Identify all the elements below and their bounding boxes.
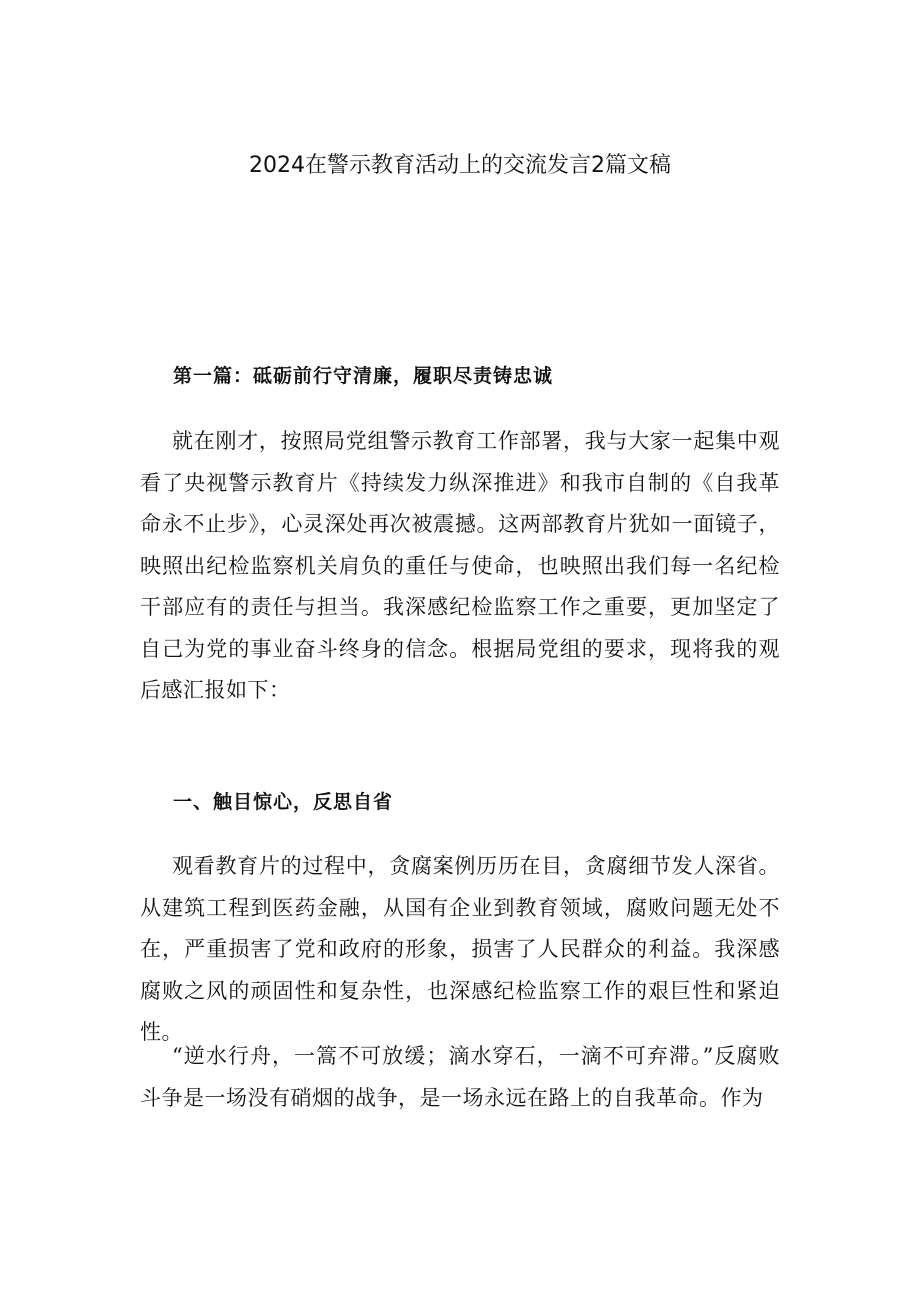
body-paragraph: 观看教育片的过程中，贪腐案例历历在目，贪腐细节发人深省。从建筑工程到医药金融，从国有企业到教育领域，腐败问题无处不在，严重损害了党和政府的形象，损害了人民群众的利益。我深感腐败之风的顽固性和复杂性，也深感纪检监察工作的艰巨性和紧迫性。 [140, 854, 780, 1044]
document-title: 2024在警示教育活动上的交流发言2篇文稿 [249, 153, 671, 178]
body-paragraph: 就在刚才，按照局党组警示教育工作部署，我与大家一起集中观看了央视警示教育片《持续发力纵深推进》和我市自制的《自我革命永不止步》，心灵深处再次被震撼。这两部教育片犹如一面镜子，映照出纪检监察机关肩负的重任与使命，也映照出我们每一名纪检干部应有的责任与担当。我深感纪检监察工作之重要，更加坚定了自己为党的事业奋斗终身的信念。根据局党组的要求，现将我的观后感汇报如下： [140, 429, 780, 702]
chapter-heading: 第一篇：砥砺前行守清廉，履职尽责铸忠诚 [173, 365, 554, 387]
section-heading: 一、触目惊心，反思自省 [173, 791, 394, 813]
body-paragraph: “逆水行舟，一篙不可放缓；滴水穿石，一滴不可弃滞。”反腐败斗争是一场没有硝烟的战争，是一场永远在路上的自我革命。作为 [140, 1044, 780, 1110]
